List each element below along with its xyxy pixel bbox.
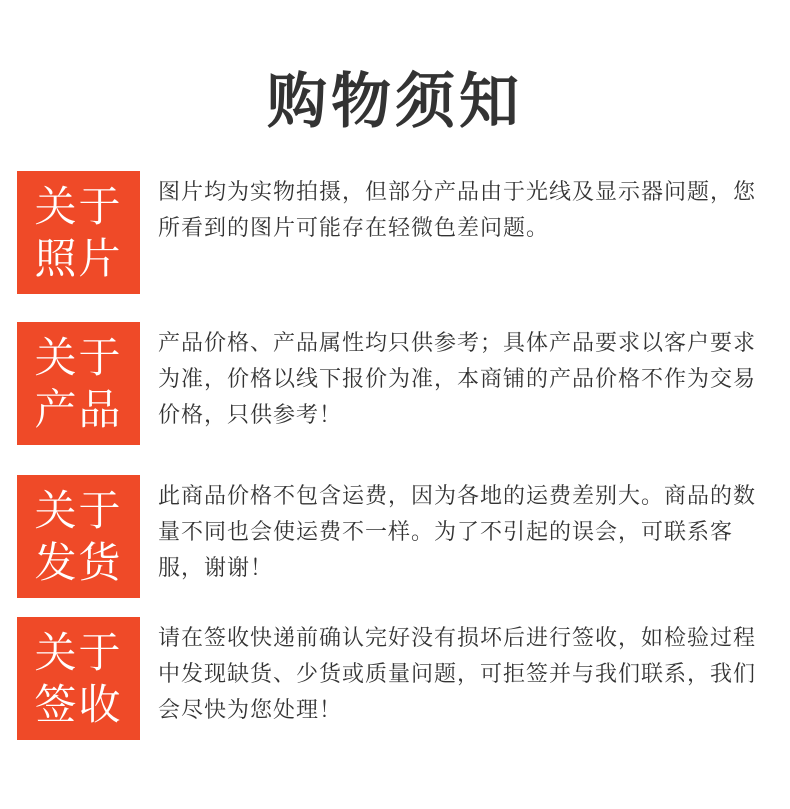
section-tag-line1: 关于 (34, 627, 123, 677)
section-photos (17, 171, 777, 294)
section-shipping (17, 475, 777, 598)
section-description: 此商品价格不包含运费，因为各地的运费差别大。商品的数量不同也会使运费不一样。为了不引起的误会，可联系客服，谢谢！ (158, 484, 757, 581)
page-title: 购物须知 (267, 67, 523, 137)
section-tag-line1: 关于 (34, 332, 123, 382)
section-tag (17, 171, 140, 294)
section-products (17, 322, 777, 445)
section-tag (17, 322, 140, 445)
section-tag-line2: 签收 (34, 679, 123, 729)
section-tag-line2: 发货 (34, 537, 123, 587)
section-tag (17, 475, 140, 598)
section-tag-line2: 产品 (34, 384, 123, 434)
section-tag-line2: 照片 (34, 233, 123, 283)
section-tag (17, 617, 140, 740)
section-tag-line1: 关于 (34, 485, 123, 535)
section-description: 请在签收快递前确认完好没有损坏后进行签收，如检验过程中发现缺货、少货或质量问题，可拒签并与我们联系，我们会尽快为您处理！ (158, 626, 757, 723)
section-receipt (17, 617, 777, 740)
section-tag-line1: 关于 (34, 181, 123, 231)
section-description: 产品价格、产品属性均只供参考；具体产品要求以客户要求为准，价格以线下报价为准，本商铺的产品价格不作为交易价格，只供参考！ (158, 331, 757, 428)
section-description: 图片均为实物拍摄，但部分产品由于光线及显示器问题，您所看到的图片可能存在轻微色差问题。 (158, 180, 757, 241)
